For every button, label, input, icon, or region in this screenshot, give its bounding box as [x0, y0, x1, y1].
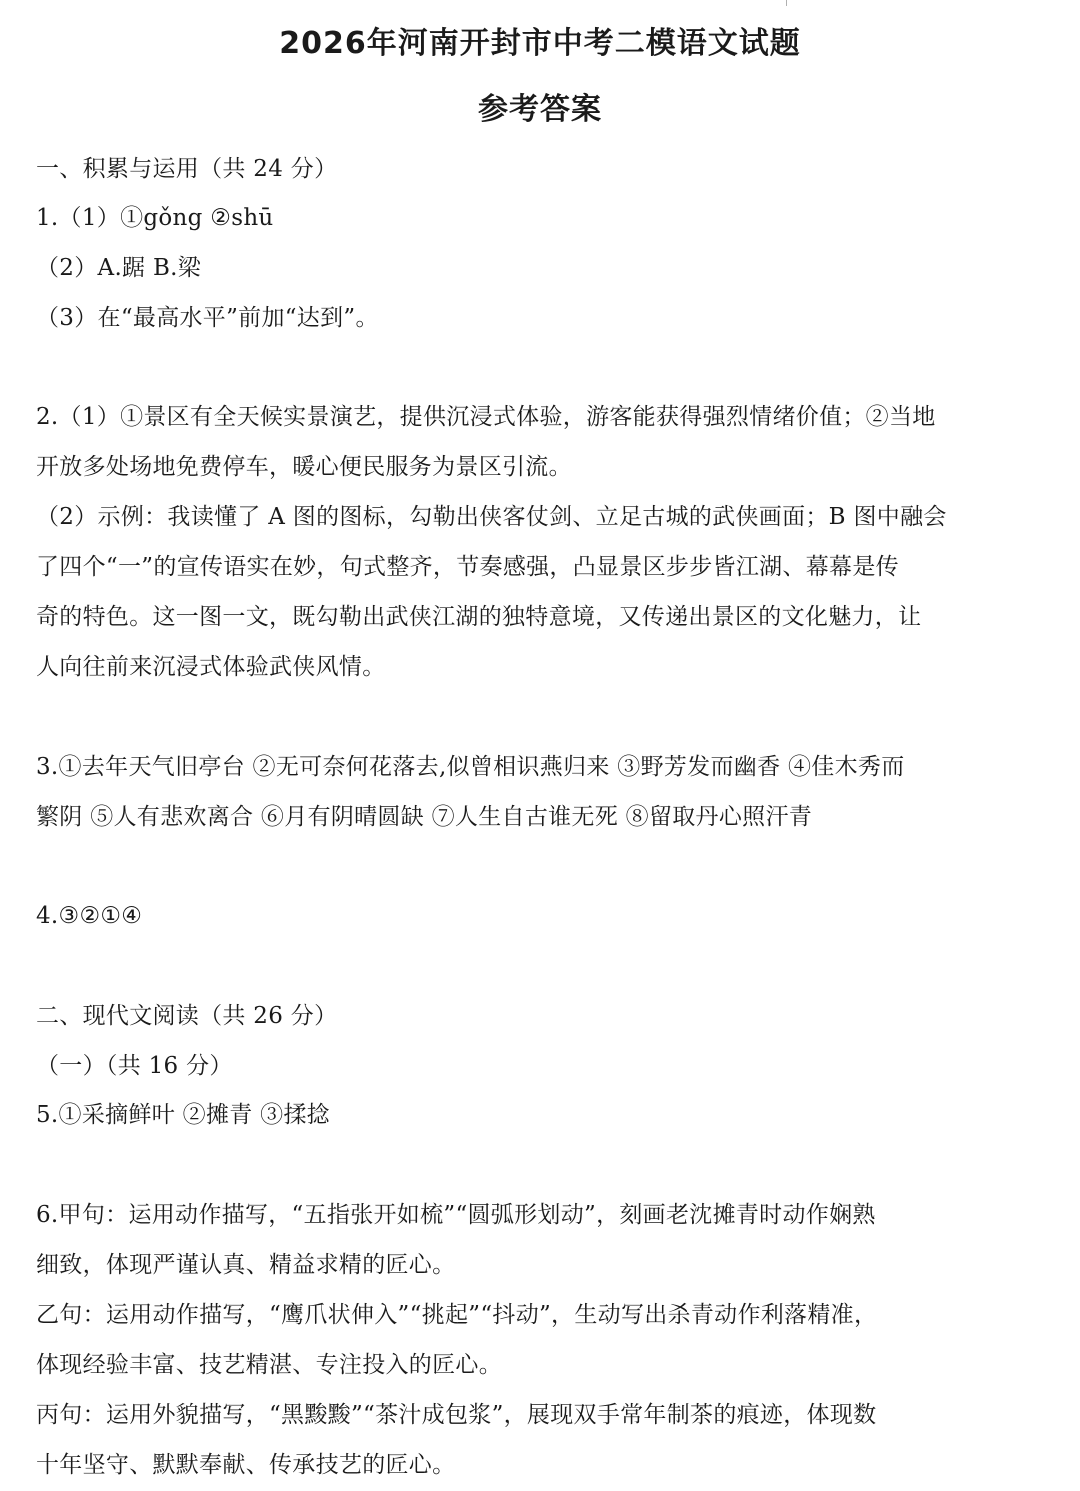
answer-line: 了四个“一”的宣传语实在妙，句式整齐，节奏感强，凸显景区步步皆江湖、幕幕是传: [36, 554, 899, 580]
section-heading-accumulation: 一、积累与运用（共 24 分）: [36, 156, 338, 182]
answer-line: （2）A.踞 B.梁: [36, 255, 202, 281]
answer-line: 开放多处场地免费停车，暖心便民服务为景区引流。: [36, 454, 572, 480]
answer-line: 繁阴 ⑤人有悲欢离合 ⑥月有阴晴圆缺 ⑦人生自古谁无死 ⑧留取丹心照汗青: [36, 804, 813, 830]
answer-line: 奇的特色。这一图一文，既勾勒出武侠江湖的独特意境，又传递出景区的文化魅力，让: [36, 604, 922, 630]
answer-line: 丙句：运用外貌描写，“黑黢黢”“茶汁成包浆”，展现双手常年制茶的痕迹，体现数: [36, 1402, 877, 1428]
answer-line: （2）示例：我读懂了 A 图的图标，勾勒出侠客仗剑、立足古城的武侠画面；B 图中融会: [36, 504, 947, 530]
answer-line: 3.①去年天气旧亭台 ②无可奈何花落去,似曾相识燕归来 ③野芳发而幽香 ④佳木秀而: [36, 754, 905, 780]
answer-line: 5.①采摘鲜叶 ②摊青 ③揉捻: [36, 1102, 331, 1128]
subsection-heading: （一）（共 16 分）: [36, 1053, 233, 1079]
section-heading-modern-reading: 二、现代文阅读（共 26 分）: [36, 1003, 338, 1029]
answer-line: 体现经验丰富、技艺精湛、专注投入的匠心。: [36, 1352, 502, 1378]
document-title: 2026年河南开封市中考二模语文试题: [279, 26, 801, 61]
answer-line: 6.甲句：运用动作描写，“五指张开如梳”“圆弧形划动”，刻画老沈摊青时动作娴熟: [36, 1202, 876, 1228]
answer-line: 乙句：运用动作描写，“鹰爪状伸入”“挑起”“抖动”，生动写出杀青动作利落精准，: [36, 1302, 878, 1328]
answer-line: 细致，体现严谨认真、精益求精的匠心。: [36, 1252, 456, 1278]
document-subtitle: 参考答案: [478, 92, 602, 127]
scan-edge-mark: [786, 0, 787, 6]
answer-line: 1.（1）①gǒng ②shū: [36, 205, 274, 231]
answer-line: 十年坚守、默默奉献、传承技艺的匠心。: [36, 1452, 456, 1478]
answer-line: （3）在“最高水平”前加“达到”。: [36, 305, 379, 331]
answer-line: 人向往前来沉浸式体验武侠风情。: [36, 654, 386, 680]
answer-line: 2.（1）①景区有全天候实景演艺，提供沉浸式体验，游客能获得强烈情绪价值；②当地: [36, 404, 936, 430]
answer-line: 4.③②①④: [36, 903, 143, 929]
